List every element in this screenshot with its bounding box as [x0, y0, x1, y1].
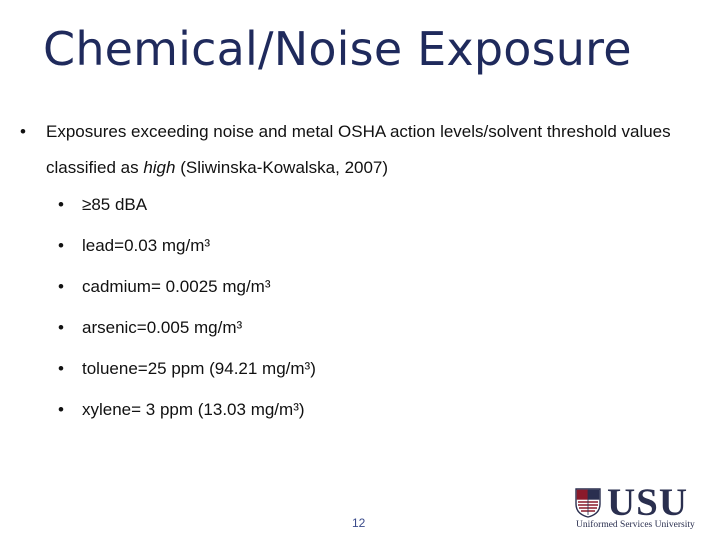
bullet-icon: • — [58, 277, 64, 296]
sub-bullet-item — [58, 273, 316, 314]
logo-letters: USU — [607, 481, 689, 524]
bullet-icon: • — [58, 236, 64, 255]
bullet-icon: • — [58, 359, 64, 378]
sub-bullet-item — [58, 191, 316, 232]
bullet-icon: • — [58, 318, 64, 337]
crest-icon — [575, 488, 601, 518]
main-bullet-italic: high — [143, 158, 176, 177]
sub-bullet-text: ≥85 dBA — [82, 195, 148, 214]
usu-logo — [573, 481, 707, 532]
sub-bullet-item — [58, 314, 316, 355]
page-number: 12 — [352, 516, 366, 530]
sub-bullet-text: xylene= 3 ppm (13.03 mg/m³) — [82, 400, 305, 419]
sub-bullet-text: lead=0.03 mg/m³ — [82, 236, 211, 255]
logo-caption: Uniformed Services University — [576, 520, 695, 530]
sub-bullet-item — [58, 396, 316, 437]
sub-bullet-text: arsenic=0.005 mg/m³ — [82, 318, 243, 337]
sub-bullet-text: cadmium= 0.0025 mg/m³ — [82, 277, 271, 296]
main-bullet-text — [46, 114, 680, 186]
sub-bullet-item — [58, 232, 316, 273]
sub-bullet-list — [58, 191, 316, 437]
sub-bullet-item — [58, 355, 316, 396]
main-bullet-text-before: Exposures exceeding noise and metal OSHA action levels/solvent threshold values classified as — [46, 122, 671, 177]
slide-title: Chemical/Noise Exposure — [43, 22, 632, 76]
bullet-icon: • — [58, 400, 64, 419]
sub-bullet-text: toluene=25 ppm (94.21 mg/m³) — [82, 359, 316, 378]
bullet-icon: • — [58, 195, 64, 214]
main-bullet-text-after: (Sliwinska-Kowalska, 2007) — [175, 158, 389, 177]
bullet-icon: • — [20, 122, 26, 141]
main-bullet — [20, 114, 680, 186]
